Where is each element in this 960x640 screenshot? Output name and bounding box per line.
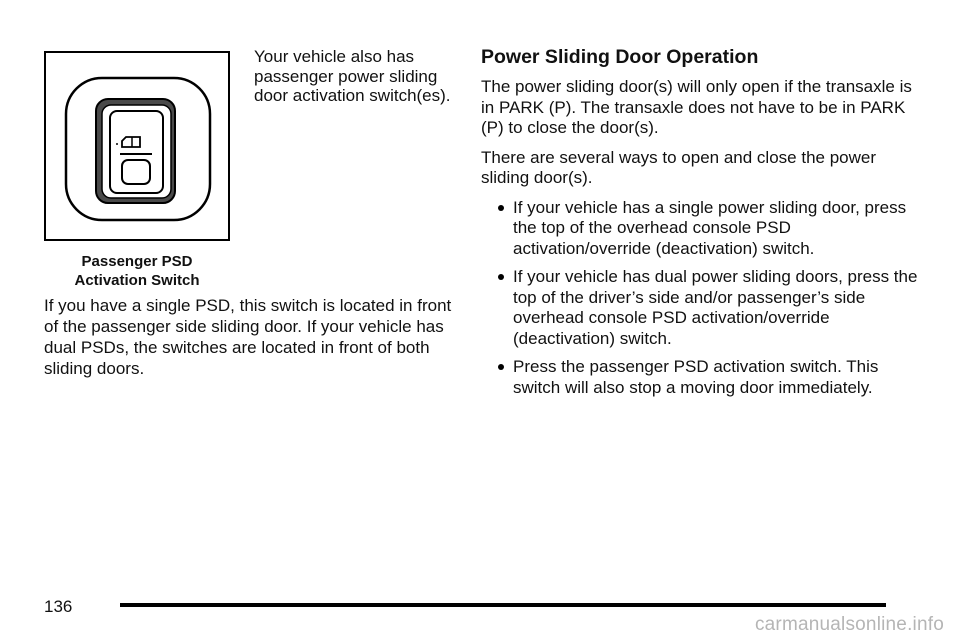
psd-switch-figure <box>44 51 230 241</box>
bullet-item <box>481 267 921 349</box>
power-sliding-door-section <box>481 46 921 406</box>
watermark: carmanualsonline.info <box>754 614 944 635</box>
bullet-dot-icon <box>498 205 504 211</box>
section-paragraph: The power sliding door(s) will only open if the transaxle is in PARK (P). The transaxle does not have to be in PARK (P) to close the door(s). <box>481 77 912 137</box>
figure-caption <box>44 252 230 290</box>
footer-rule <box>120 603 886 607</box>
switch-location-paragraph: If you have a single PSD, this switch is located in front of the passenger side sliding door. If your vehicle has dual PSDs, the switches are located in front of both sliding doors. <box>44 296 452 378</box>
bullet-dot-icon <box>498 364 504 370</box>
bullet-list <box>481 198 921 399</box>
bullet-dot-icon <box>498 274 504 280</box>
figure-caption-line-2: Activation Switch <box>74 272 200 289</box>
intro-text: Your vehicle also has passenger power sliding door activation switch(es). <box>254 47 451 105</box>
section-heading: Power Sliding Door Operation <box>481 46 759 68</box>
figure-caption-line-1: Passenger PSD <box>81 253 193 270</box>
bullet-text: Press the passenger PSD activation switch. This switch will also stop a moving door immediately. <box>513 357 879 397</box>
bullet-item <box>481 357 921 398</box>
psd-switch-illustration-icon <box>46 53 228 239</box>
bullet-item <box>481 198 921 260</box>
section-paragraph: There are several ways to open and close the power sliding door(s). <box>481 147 877 187</box>
bullet-text: If your vehicle has a single power sliding door, press the top of the overhead console PSD activation/override (deactivation) switch. <box>513 197 907 258</box>
bullet-text: If your vehicle has dual power sliding doors, press the top of the driver’s side and/or passenger’s side overhead console PSD activation/override (deactivation) switch. <box>513 267 918 348</box>
page-number: 136 <box>44 597 73 616</box>
